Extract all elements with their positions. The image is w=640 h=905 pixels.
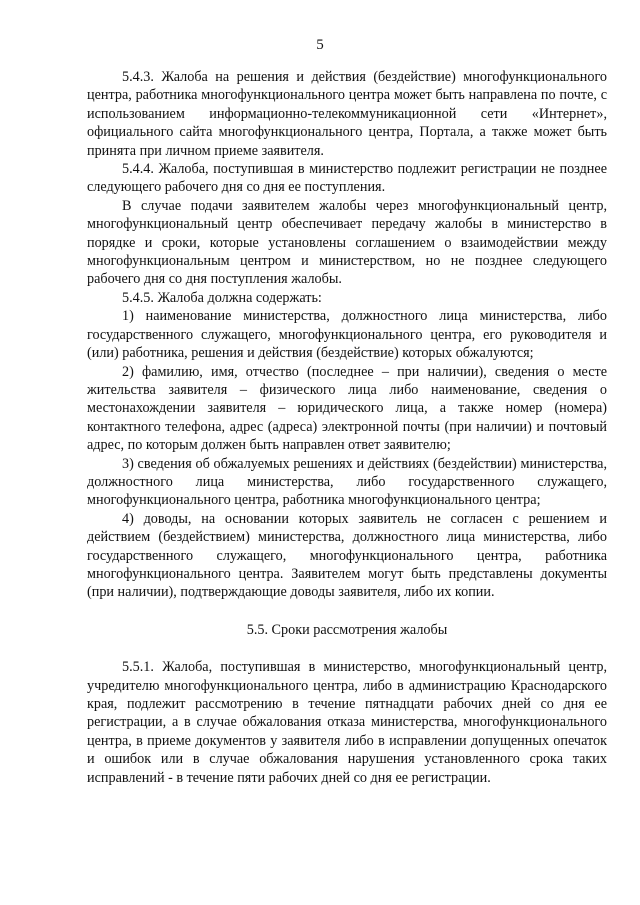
list-item-2: 2) фамилию, имя, отчество (последнее – при наличии), сведения о месте жительства заявителя – физического лица либо наименование, сведения о местонахождении заявителя – юридического лица, а также номер (номера) контактного телефона, адрес (адреса) электронной почты (при наличии) и почтовый адрес, по которым должен быть направлен ответ заявителю; (87, 363, 607, 454)
list-item-1: 1) наименование министерства, должностного лица министерства, либо государственного служащего, многофункционального центра, его руководителя и (или) работника, решения и действия (бездействие) которых обжалуются; (87, 308, 607, 362)
page-number: 5 (316, 37, 324, 53)
paragraph-5-4-4: 5.4.4. Жалоба, поступившая в министерство подлежит регистрации не позднее следующего рабочего дня со дня ее поступления. (87, 161, 607, 196)
list-item-4: 4) доводы, на основании которых заявитель не согласен с решением и действием (бездействием) министерства, должностного лица министерства, либо государственного служащего, многофункционального центра, работника многофункционального центра. Заявителем могут быть представлены документы (при наличии), подтверждающие доводы заявителя, либо их копии. (87, 510, 607, 601)
paragraph-5-5-1: 5.5.1. Жалоба, поступившая в министерство, многофункциональный центр, учредителю многофункционального центра, либо в администрацию Краснодарского края, подлежит рассмотрению в течение пятнадцати рабочих дней со дня ее регистрации, а в случае обжалования отказа министерства, многофункционального центра, в приеме документов у заявителя либо в исправлении допущенных опечаток и ошибок или в случае обжалования нарушения установленного срока таких исправлений - в течение пяти рабочих дней со дня ее регистрации. (87, 659, 607, 786)
document-body (87, 68, 607, 787)
list-item-3: 3) сведения об обжалуемых решениях и действиях (бездействии) министерства, должностного лица министерства, либо государственного служащего, многофункционального центра, работника многофункционального центра; (87, 455, 607, 509)
paragraph-mfc-submission: В случае подачи заявителем жалобы через многофункциональный центр, многофункциональный центр обеспечивает передачу жалобы в министерство в порядке и сроки, которые установлены соглашением о взаимодействии между многофункциональным центром и министерством, но не позднее следующего рабочего дня со дня поступления жалобы. (87, 197, 607, 288)
paragraph-5-4-5: 5.4.5. Жалоба должна содержать: (122, 289, 322, 306)
section-heading-5-5: 5.5. Сроки рассмотрения жалобы (246, 621, 448, 638)
paragraph-5-4-3: 5.4.3. Жалоба на решения и действия (бездействие) многофункционального центра, работника многофункционального центра может быть направлена по почте, с использованием информационно-телекоммуникационной сети «Интернет», официального сайта многофункционального центра, Портала, а также может быть принята при личном приеме заявителя. (87, 69, 607, 159)
